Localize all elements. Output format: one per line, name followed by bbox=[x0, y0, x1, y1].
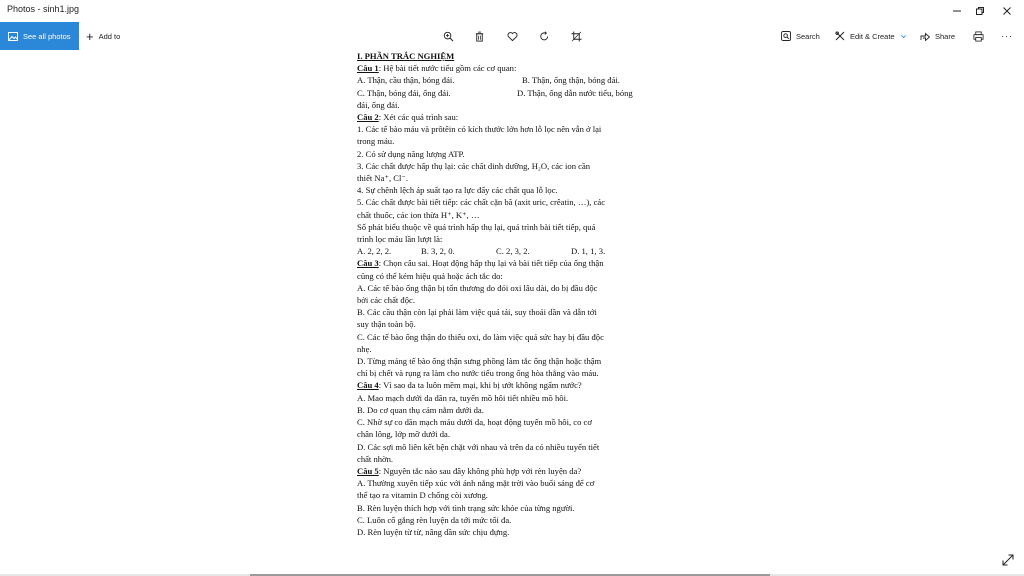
trash-icon bbox=[474, 31, 485, 42]
crop-icon bbox=[571, 31, 582, 42]
q3-line: suy thận toàn bộ. bbox=[357, 319, 416, 330]
rotate-icon bbox=[539, 31, 550, 42]
share-label: Share bbox=[935, 31, 956, 41]
fullscreen-icon[interactable] bbox=[1002, 554, 1014, 566]
favorite-button[interactable] bbox=[503, 27, 521, 45]
add-to-button[interactable] bbox=[86, 22, 120, 50]
share-button[interactable] bbox=[920, 22, 955, 50]
q3-line: nhẹ. bbox=[357, 343, 372, 354]
q2-line: 2. Có sử dụng năng lượng ATP. bbox=[357, 148, 465, 159]
search-icon bbox=[781, 31, 791, 41]
q1-options-ab: A. Thận, cầu thận, bóng đái. B. Thận, ống thận, bóng đái. bbox=[357, 75, 620, 86]
q2-line: Số phát biểu thuộc về quá trình hấp thụ lại, quá trình bài tiết tiếp, quá bbox=[357, 221, 596, 232]
q2-line: 3. Các chất được hấp thụ lại: các chất dinh dưỡng, H₂O, các ion cần bbox=[357, 160, 591, 171]
plus-icon: + bbox=[86, 28, 94, 44]
search-label: Search bbox=[796, 31, 820, 41]
question-4: Câu 4: Vì sao da ta luôn mềm mại, khi bị ướt không ngấm nước? bbox=[357, 380, 582, 391]
q3-line: cũng có thể kém hiệu quả hoặc ách tắc do: bbox=[357, 270, 503, 281]
q5-line: D. Rèn luyện từ từ, nâng dần sức chịu đựng. bbox=[357, 526, 510, 537]
q3-line: bởi các chất độc. bbox=[357, 295, 415, 306]
q2-options: A. 2, 2, 2. B. 3, 2, 0. C. 2, 3, 2. D. 1, 1, 3. bbox=[357, 246, 606, 257]
q2-line: 5. Các chất được bài tiết tiếp: các chất cặn bã (axit uric, crêatin, …), các bbox=[357, 197, 606, 208]
more-icon: ··· bbox=[1001, 31, 1013, 41]
q3-line: A. Các tế bào ống thận bị tổn thương do đói oxi lâu dài, do bị đầu độc bbox=[357, 282, 598, 293]
q1-option-d-cont: đái, ống đái. bbox=[357, 99, 400, 110]
q4-line: D. Các sợi mô liên kết bện chặt với nhau và trên da có nhiều tuyến tiết bbox=[357, 441, 600, 452]
page-heading: I. PHẦN TRẮC NGHIỆM bbox=[357, 51, 455, 61]
q4-line: A. Mao mạch dưới da dãn ra, tuyến mồ hôi tiết nhiều mồ hôi. bbox=[357, 392, 569, 403]
zoom-in-icon bbox=[443, 31, 454, 42]
photo-document bbox=[347, 50, 677, 556]
edit-create-label: Edit & Create bbox=[850, 31, 895, 41]
q3-line: D. Từng mảng tế bào ống thận sưng phồng làm tắc ống thận hoặc thậm bbox=[357, 356, 602, 367]
question-2: Câu 2: Xét các quá trình sau: bbox=[357, 112, 459, 123]
more-options-button[interactable] bbox=[1001, 22, 1013, 50]
q2-line: 1. Các tế bào máu và prôtêin có kích thước lớn hơn lỗ lọc nên vẫn ở lại bbox=[357, 124, 602, 135]
q5-line: B. Rèn luyện thích hợp với tình trạng sức khỏe của từng người. bbox=[357, 502, 575, 513]
title-bar bbox=[0, 0, 1024, 22]
rotate-button[interactable] bbox=[535, 27, 553, 45]
add-to-label: Add to bbox=[98, 31, 121, 41]
delete-button[interactable] bbox=[470, 27, 488, 45]
edit-create-button[interactable] bbox=[835, 22, 907, 50]
q4-line: chất nhờn. bbox=[357, 453, 394, 464]
crop-button[interactable] bbox=[567, 27, 585, 45]
q2-line: trình lọc máu lần lượt là: bbox=[357, 234, 443, 245]
question-1: Câu 1: Hệ bài tiết nước tiểu gồm các cơ quan: bbox=[357, 63, 517, 74]
q2-line: chất thuốc, các ion thừa H⁺, K⁺, … bbox=[357, 209, 480, 220]
q4-line: C. Nhờ sự co dãn mạch máu dưới da, hoạt động tuyến mồ hôi, co cơ bbox=[357, 417, 592, 428]
restore-icon bbox=[975, 6, 985, 16]
q5-line: thể tạo ra vitamin D chống còi xương. bbox=[357, 490, 488, 501]
q3-line: B. Các cầu thận còn lại phải làm việc quá tải, suy thoái dần và dẫn tới bbox=[357, 307, 597, 318]
window-title: Photos - sinh1.jpg bbox=[7, 4, 80, 14]
q2-line: trong máu. bbox=[357, 136, 395, 147]
heart-icon bbox=[507, 31, 518, 42]
zoom-button[interactable] bbox=[439, 27, 457, 45]
close-icon bbox=[1002, 6, 1012, 16]
q5-line: C. Luôn cố gắng rèn luyện da tới mức tối đa. bbox=[357, 514, 512, 525]
search-button[interactable] bbox=[781, 22, 820, 50]
chevron-down-icon bbox=[900, 33, 907, 40]
see-all-photos-button[interactable] bbox=[0, 22, 79, 50]
minimize-icon bbox=[952, 6, 962, 16]
q4-line: B. Do cơ quan thụ cảm nằm dưới da. bbox=[357, 404, 484, 415]
printer-icon bbox=[973, 31, 984, 42]
q2-line: thiết Na⁺, Cl⁻. bbox=[357, 173, 409, 184]
q2-line: 4. Sự chênh lệch áp suất tạo ra lực đẩy các chất qua lỗ lọc. bbox=[357, 185, 558, 196]
question-3: Câu 3: Chọn câu sai. Hoạt động hấp thụ lại và bài tiết tiếp của ống thận bbox=[357, 258, 604, 269]
question-5: Câu 5: Nguyên tắc nào sau đây không phù hợp với rèn luyện da? bbox=[357, 465, 582, 476]
q1-options-cd: C. Thận, bóng đái, ống đái. D. Thận, ống dẫn nước tiểu, bóng bbox=[357, 87, 633, 98]
toolbar bbox=[0, 22, 1024, 50]
close-button[interactable] bbox=[990, 0, 1024, 22]
q3-line: C. Các tế bào ống thận do thiếu oxi, do làm việc quá sức hay bị đầu độc bbox=[357, 331, 604, 342]
q3-line: chí bị chết và rụng ra làm cho nước tiểu trong ống hòa thẳng vào máu. bbox=[357, 368, 599, 379]
q4-line: chân lông, lớp mỡ dưới da. bbox=[357, 429, 450, 440]
print-button[interactable] bbox=[969, 27, 987, 45]
q5-line: A. Thường xuyên tiếp xúc với ánh nắng mặt trời vào buổi sáng để cơ bbox=[357, 478, 595, 489]
photos-icon bbox=[8, 32, 18, 41]
share-icon bbox=[920, 31, 930, 41]
see-all-photos-label: See all photos bbox=[23, 31, 71, 41]
edit-icon bbox=[835, 31, 845, 41]
